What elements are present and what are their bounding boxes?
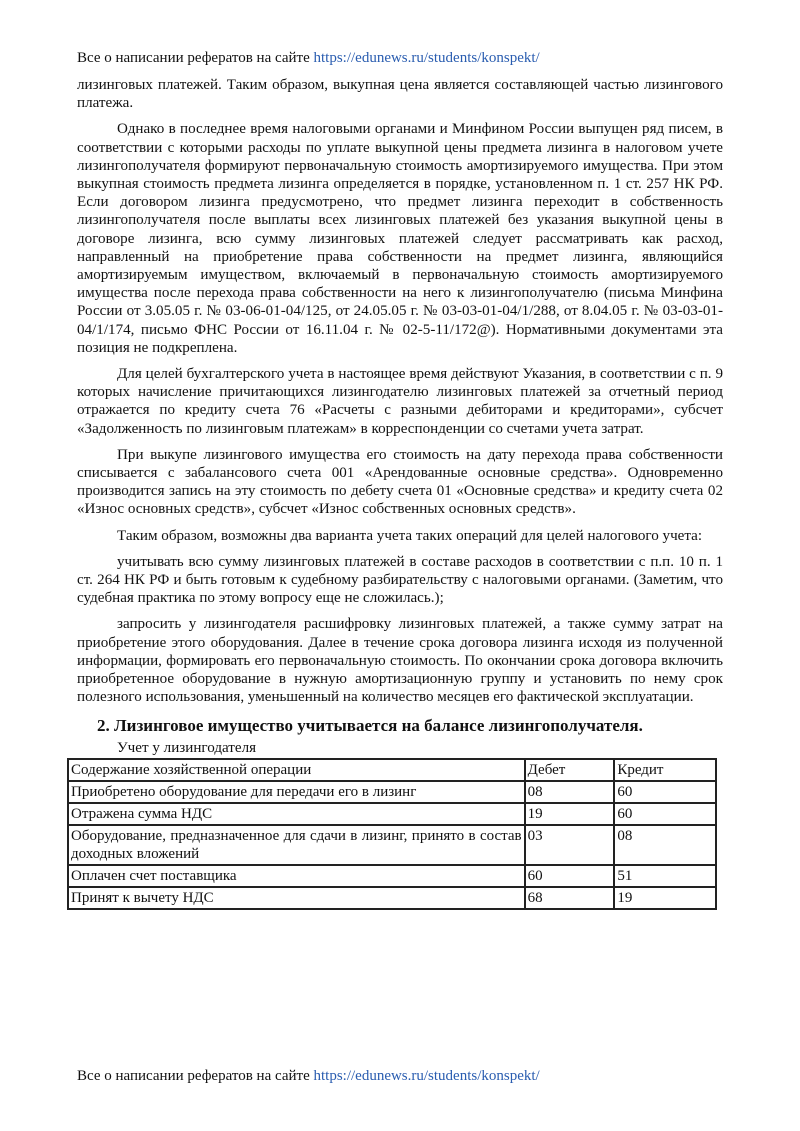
table-header-row	[68, 759, 716, 781]
header-text: Все о написании рефератов на сайте	[77, 50, 310, 66]
cell-debit: 08	[525, 781, 615, 803]
cell-operation: Отражена сумма НДС	[68, 803, 525, 825]
page-footer	[77, 1066, 540, 1086]
page-header	[77, 48, 540, 68]
operations-table	[67, 758, 717, 910]
document-body	[71, 76, 723, 910]
cell-operation: Приобретено оборудование для передачи его в лизинг	[68, 781, 525, 803]
paragraph: учитывать всю сумму лизинговых платежей в составе расходов в соответствии с п.п. 10 п. 1 ст. 264 НК РФ и быть готовым к судебному разбирательству с налоговыми органами. (Заметим, что судебная практика по этому вопросу еще не сложилась.);	[77, 553, 723, 607]
paragraph: При выкупе лизингового имущества его стоимость на дату перехода права собственности списывается с забалансового счета 001 «Арендованные основные средства». Одновременно производится запись на эту стоимость по дебету счета 01 «Основные средства» и кредиту счета 02 «Износ основных средств», субсчет «Износ собственных основных средств».	[77, 446, 723, 518]
footer-text: Все о написании рефератов на сайте	[77, 1068, 310, 1084]
header-link[interactable]: https://edunews.ru/students/konspekt/	[313, 50, 540, 66]
cell-credit: 08	[614, 825, 716, 865]
table-row	[68, 803, 716, 825]
cell-debit: 19	[525, 803, 615, 825]
paragraph: лизинговых платежей. Таким образом, выкупная цена является составляющей частью лизингового платежа.	[77, 77, 723, 112]
cell-operation: Принят к вычету НДС	[68, 887, 525, 909]
header-cell-operation: Содержание хозяйственной операции	[68, 759, 525, 781]
cell-credit: 60	[614, 781, 716, 803]
cell-debit: 68	[525, 887, 615, 909]
header-cell-debit: Дебет	[525, 759, 615, 781]
footer-link[interactable]: https://edunews.ru/students/konspekt/	[313, 1068, 540, 1084]
table-caption: Учет у лизингодателя	[117, 739, 257, 756]
paragraph: Однако в последнее время налоговыми органами и Минфином России выпущен ряд писем, в соответствии с которыми расходы по уплате выкупной цены предмета лизинга в налоговом учете лизингополучателя формируют первоначальную стоимость амортизируемого имущества. При этом выкупная стоимость предмета лизинга определяется в порядке, установленном п. 1 ст. 257 НК РФ. Если договором лизинга предусмотрено, что предмет лизинга переходит в собственность лизингополучателя после выплаты всех лизинговых платежей без указания выкупной цены в договоре лизинга, всю сумму лизинговых платежей следует рассматривать как расход, направленный на приобретение права собственности на предмет лизинга, являющийся амортизируемым имуществом, включаемый в первоначальную стоимость амортизируемого имущества после перехода права собственности на него к лизингополучателю (письма Минфина России от 3.05.05 г. № 03-06-01-04/125, от 24.05.05 г. № 03-03-01-04/1/288, от 8.04.05 г. № 03-03-01-04/1/174, письмо ФНС России от 16.11.04 г. № 02-5-11/172@). Нормативными документами эта позиция не подкреплена.	[77, 121, 723, 356]
table-row	[68, 887, 716, 909]
cell-operation: Оборудование, предназначенное для сдачи в лизинг, принято в состав доходных вложений	[68, 825, 525, 865]
paragraph: Таким образом, возможны два варианта учета таких операций для целей налогового учета:	[117, 527, 703, 544]
section-heading: 2. Лизинговое имущество учитывается на балансе лизингополучателя.	[97, 715, 643, 735]
table-row	[68, 781, 716, 803]
cell-debit: 60	[525, 865, 615, 887]
table-row	[68, 825, 716, 865]
cell-operation: Оплачен счет поставщика	[68, 865, 525, 887]
cell-credit: 51	[614, 865, 716, 887]
header-cell-credit: Кредит	[614, 759, 716, 781]
table-row	[68, 865, 716, 887]
cell-debit: 03	[525, 825, 615, 865]
cell-credit: 60	[614, 803, 716, 825]
paragraph: запросить у лизингодателя расшифровку лизинговых платежей, а также сумму затрат на приобретение этого оборудования. Далее в течение срока договора лизинга исходя из полученной информации, формировать его первоначальную стоимость. По окончании срока договора включить приобретенное оборудование в нужную амортизационную группу и установить по нему срок полезного использования, уменьшенный на количество месяцев его фактической эксплуатации.	[77, 616, 723, 706]
cell-credit: 19	[614, 887, 716, 909]
paragraph: Для целей бухгалтерского учета в настоящее время действуют Указания, в соответствии с п. 9 которых начисление причитающихся лизингодателю лизинговых платежей за отчетный период отражается по кредиту счета 76 «Расчеты с разными дебиторами и кредиторами», субсчет «Задолженность по лизинговым платежам» в корреспонденции со счетами учета затрат.	[77, 366, 723, 437]
